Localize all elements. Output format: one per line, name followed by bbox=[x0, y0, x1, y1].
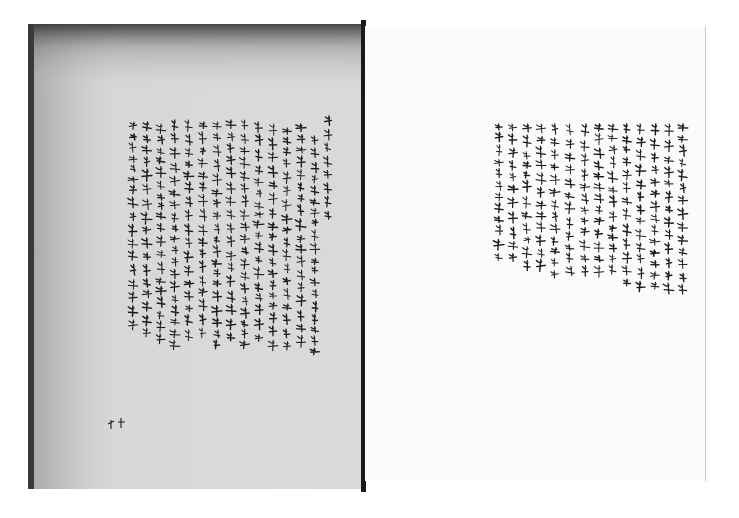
handwritten-column-7 bbox=[239, 120, 250, 349]
handwritten-column-13 bbox=[508, 124, 518, 261]
handwritten-column-4 bbox=[635, 124, 645, 291]
handwritten-column-5 bbox=[622, 124, 632, 286]
handwritten-column-7 bbox=[594, 124, 604, 277]
handwritten-column-10 bbox=[198, 122, 208, 338]
handwritten-column-2 bbox=[310, 136, 320, 355]
right-page bbox=[365, 26, 706, 481]
handwritten-column-6 bbox=[253, 122, 264, 341]
handwritten-column-14 bbox=[493, 124, 504, 260]
handwritten-column-6 bbox=[608, 124, 618, 274]
handwritten-column-9 bbox=[565, 124, 575, 276]
handwritten-column-8 bbox=[579, 124, 589, 276]
handwritten-column-1 bbox=[678, 124, 688, 294]
handwritten-column-2 bbox=[663, 124, 674, 294]
handwritten-column-10 bbox=[549, 124, 559, 278]
handwritten-column-4 bbox=[282, 128, 292, 350]
handwritten-column-3 bbox=[295, 124, 306, 347]
end-mark bbox=[108, 418, 125, 429]
left-page bbox=[28, 24, 363, 489]
handwritten-column-15 bbox=[128, 122, 138, 330]
handwritten-column-12 bbox=[522, 124, 532, 271]
handwritten-column-14 bbox=[141, 122, 152, 337]
handwritten-column-1 bbox=[324, 116, 332, 219]
left-page-shading bbox=[28, 24, 363, 489]
handwritten-column-9 bbox=[212, 122, 222, 349]
handwritten-column-11 bbox=[536, 124, 546, 271]
handwritten-column-13 bbox=[156, 124, 166, 344]
left-page-columns bbox=[28, 24, 363, 489]
handwritten-column-11 bbox=[183, 120, 193, 341]
right-page-columns bbox=[365, 26, 705, 481]
handwritten-column-5 bbox=[268, 124, 278, 351]
handwritten-column-12 bbox=[169, 120, 180, 350]
handwritten-column-8 bbox=[226, 120, 236, 341]
handwritten-column-3 bbox=[649, 124, 660, 289]
